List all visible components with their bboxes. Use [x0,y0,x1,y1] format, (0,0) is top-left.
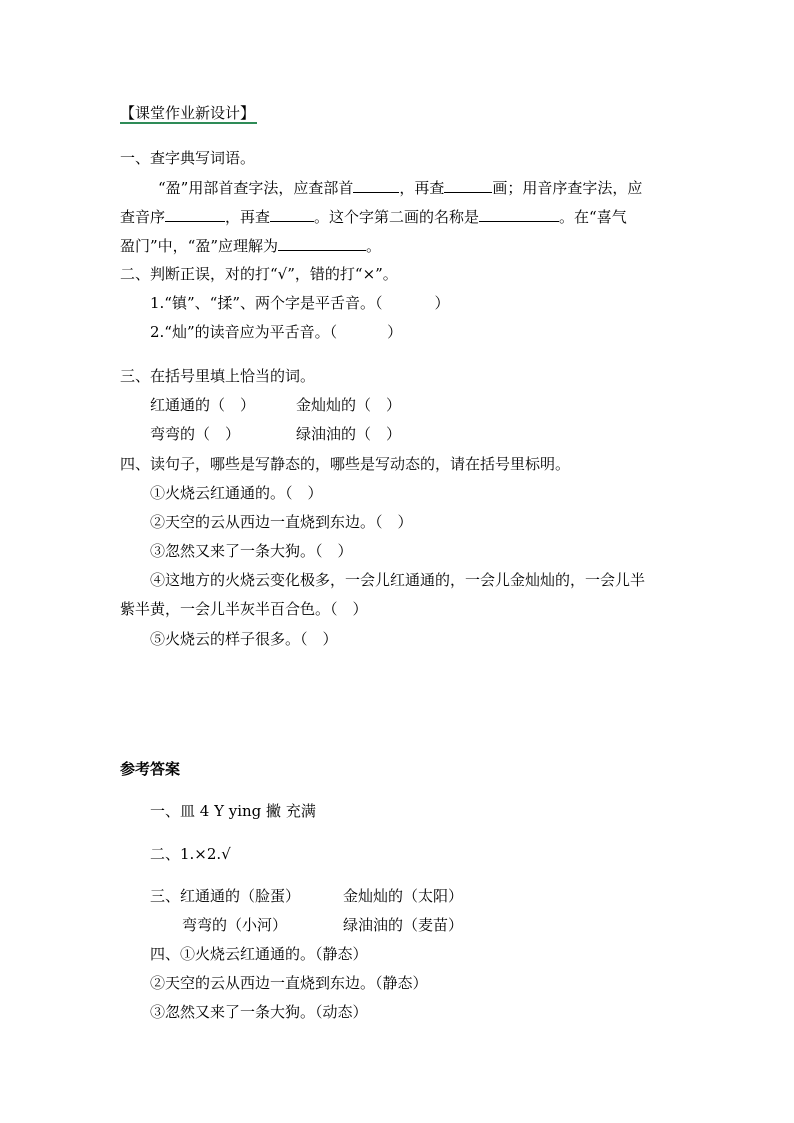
section-title [120,104,257,122]
q4-sentence-3: ③忽然又来了一条大狗。（ ） [150,542,353,560]
q1-line3 [120,236,381,255]
answer-4-2: ②天空的云从西边一直烧到东边。（静态） [150,974,428,992]
q3-heading: 三、在括号里填上恰当的词。 [120,367,316,385]
q1-line1-c: 画；用音序查字法，应 [492,179,643,197]
q3-item-a: 红通通的（ ） [150,396,256,414]
blank-initial[interactable] [165,207,225,222]
q4-sentence-2: ②天空的云从西边一直烧到东边。（ ） [150,513,413,531]
blank-radical[interactable] [353,178,399,193]
q4-sentence-4a: ④这地方的火烧云变化极多，一会儿红通通的，一会儿金灿灿的，一会儿半 [150,571,646,589]
q2-item2 [150,323,402,341]
q4-sentence-5: ⑤火烧云的样子很多。（ ） [150,630,338,648]
q1-line2-b: ，再查 [225,208,271,226]
q3-item-c: 弯弯的（ ） [150,425,241,443]
q4-sentence-1: ①火烧云红通通的。（ ） [150,484,323,502]
q1-line3-b: 。 [366,237,382,255]
q1-line2-c: 。这个字第二画的名称是 [314,208,480,226]
q3-item-b: 金灿灿的（ ） [296,396,402,414]
answer-4-3: ③忽然又来了一条大狗。（动态） [150,1003,368,1021]
q2-item2-close: ） [387,323,403,341]
q3-item-d: 绿油油的（ ） [296,425,402,443]
q1-line1-a: “盈”用部首查字法，应查部首 [158,179,354,197]
q1-line1 [158,178,642,197]
q1-line2 [120,207,627,226]
section-title-text: 【课堂作业新设计】 [120,104,256,122]
q1-line2-a: 查音序 [120,208,166,226]
q4-sentence-4b: 紫半黄，一会儿半灰半百合色。（ ） [120,600,368,618]
q2-item1-text: 1.“镇”、“揉”、两个字是平舌音。（ [150,294,383,312]
answers-title: 参考答案 [120,760,181,778]
q2-item1 [150,294,450,312]
answer-2: 二、1.×2.√ [150,845,231,863]
blank-stroke-name[interactable] [479,207,559,222]
blank-strokes[interactable] [444,178,492,193]
answer-1: 一、皿 4 Y ying 撇 充满 [150,802,316,820]
answer-3d: 绿油油的（麦苗） [343,916,464,934]
blank-syllable[interactable] [270,207,314,222]
q4-heading: 四、读句子，哪些是写静态的，哪些是写动态的，请在括号里标明。 [120,455,571,473]
q1-line3-a: 盈门”中，“盈”应理解为 [120,237,279,255]
answer-3c: 弯弯的（小河） [182,916,288,934]
q2-item1-close: ） [434,294,450,312]
q1-heading: 一、查字典写词语。 [120,149,256,167]
q1-line2-d: 。在“喜气 [559,208,627,226]
answer-3b: 金灿灿的（太阳） [343,887,464,905]
answer-4-1: 四、①火烧云红通通的。（静态） [150,945,368,963]
q1-line1-b: ，再查 [399,179,445,197]
blank-meaning[interactable] [278,236,366,251]
q2-heading: 二、判断正误，对的打“√”，错的打“×”。 [120,265,398,283]
q2-item2-text: 2.“灿”的读音应为平舌音。（ [150,323,338,341]
answer-3a: 三、红通通的（脸蛋） [150,887,301,905]
